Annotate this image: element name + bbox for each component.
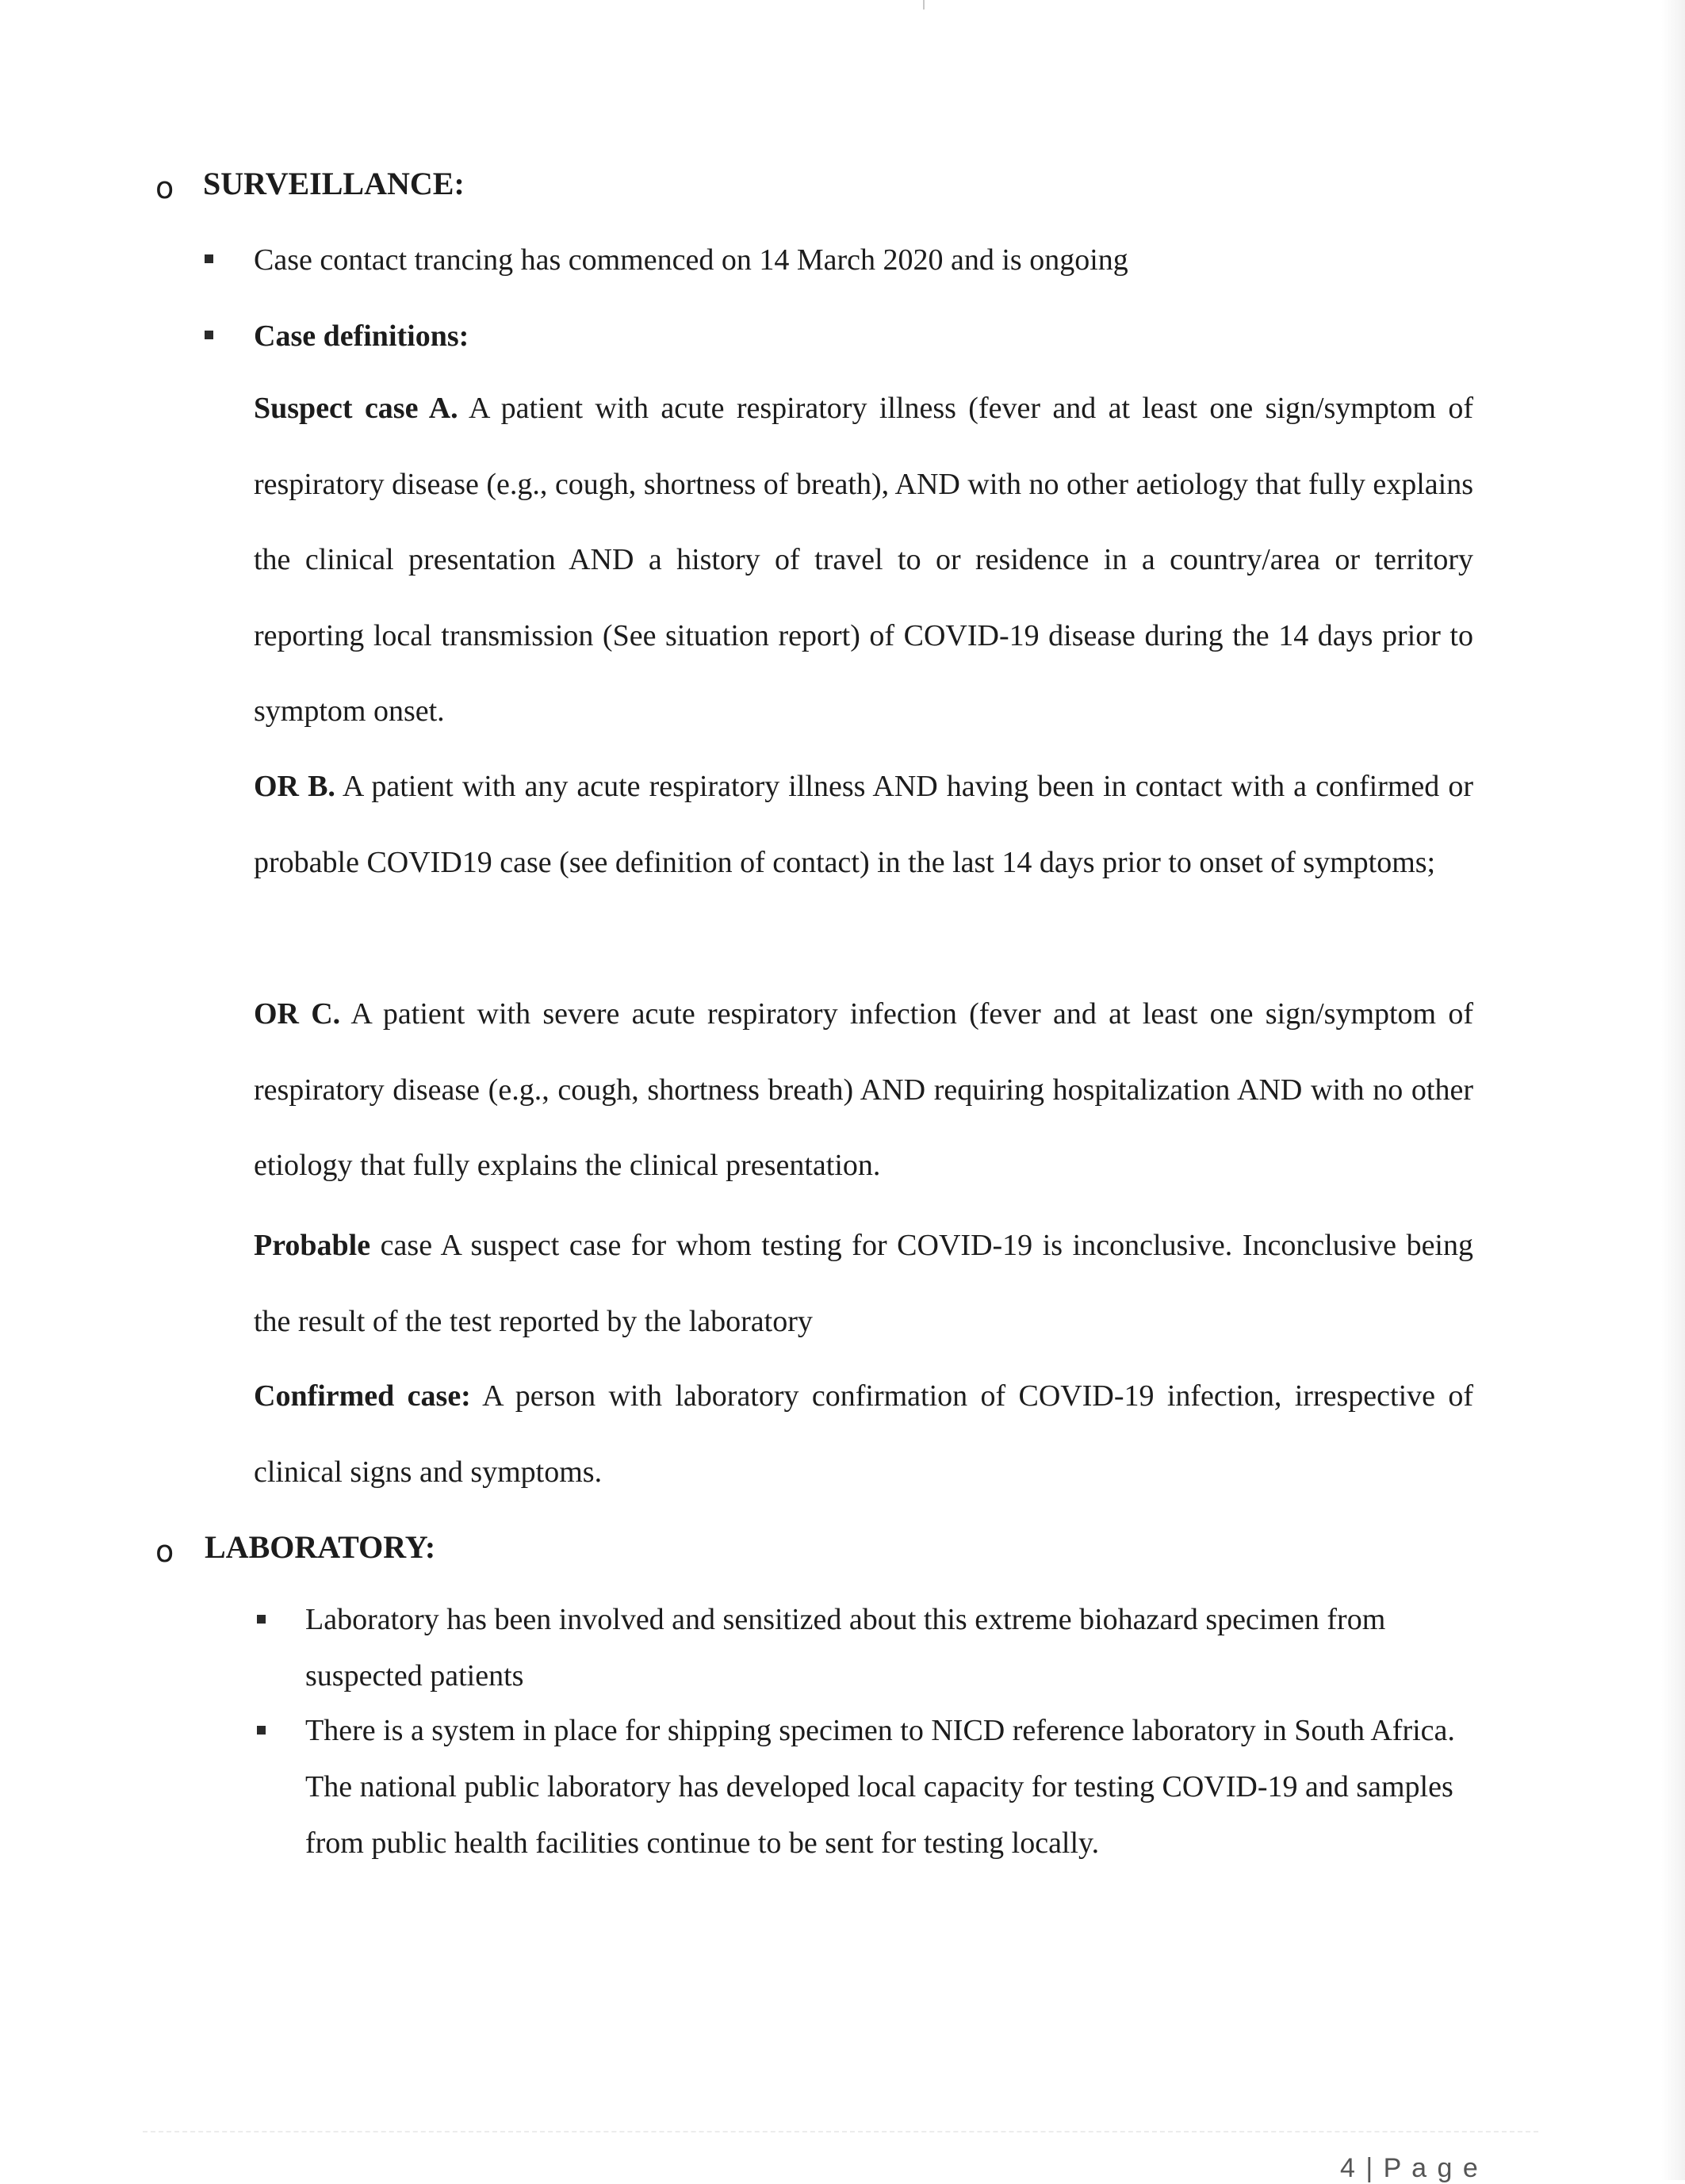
suspect-case-a-paragraph (254, 371, 1473, 750)
suspect-case-b-paragraph (254, 749, 1473, 901)
probable-case-text: case A suspect case for whom testing for COVID-19 is inconclusive. Inconclusive being the result of the test reported by the laboratory (254, 1229, 1473, 1338)
suspect-case-c-text: A patient with severe acute respiratory infection (fever and at least one sign/symptom of respiratory disease (e.g., cough, shortness breath) AND requiring hospitalization AND with no other etiology that fully explains the clinical presentation. (254, 997, 1473, 1183)
laboratory-item: There is a system in place for shipping specimen to NICD reference laboratory in South Africa. The national public laboratory has developed local capacity for testing COVID-19 and samples from public health facilities continue to be sent for testing locally. (305, 1714, 1455, 1860)
laboratory-heading: LABORATORY: (205, 1529, 436, 1565)
laboratory-item: Laboratory has been involved and sensitized about this extreme biohazard specimen from suspected patients (305, 1603, 1386, 1693)
scan-mark (923, 0, 925, 10)
confirmed-case-label: Confirmed case: (254, 1379, 471, 1413)
surveillance-heading: SURVEILLANCE: (203, 166, 465, 201)
laboratory-bullet: o (155, 1534, 174, 1569)
square-bullet-icon (257, 1615, 266, 1624)
suspect-case-c-label: OR C. (254, 997, 341, 1031)
contact-tracing-text: Case contact trancing has commenced on 14 March 2020 and is ongoing (254, 243, 1128, 277)
page-edge-shadow (1661, 0, 1685, 2180)
probable-case-paragraph (254, 1208, 1473, 1360)
surveillance-bullet: o (155, 170, 174, 205)
suspect-case-c-paragraph (254, 977, 1473, 1204)
square-bullet-icon (257, 1726, 266, 1735)
suspect-case-b-text: A patient with any acute respiratory illness AND having been in contact with a confirmed or probable COVID19 case (see definition of contact) in the last 14 days prior to onset of symptoms; (254, 770, 1473, 879)
square-bullet-icon (205, 331, 213, 339)
page-number: 4 | P a g e (1340, 2153, 1480, 2183)
probable-case-label: Probable (254, 1229, 371, 1262)
suspect-case-b-label: OR B. (254, 770, 335, 803)
square-bullet-icon (205, 254, 213, 263)
confirmed-case-paragraph (254, 1359, 1473, 1510)
suspect-case-a-text: A patient with acute respiratory illness (fever and at least one sign/symptom of respiratory disease (e.g., cough, shortness of breath), AND with no other aetiology that fully explains the clinical presentation AND a history of travel to or residence in a country/area or territory reporting local transmission (See situation report) of COVID-19 disease during the 14 days prior to symptom onset. (254, 392, 1473, 729)
footer-divider (143, 2131, 1538, 2132)
suspect-case-a-label: Suspect case A. (254, 392, 458, 425)
case-definitions-label: Case definitions: (254, 319, 469, 353)
confirmed-case-text: A person with laboratory confirmation of COVID-19 infection, irrespective of clinical signs and symptoms. (254, 1379, 1473, 1489)
